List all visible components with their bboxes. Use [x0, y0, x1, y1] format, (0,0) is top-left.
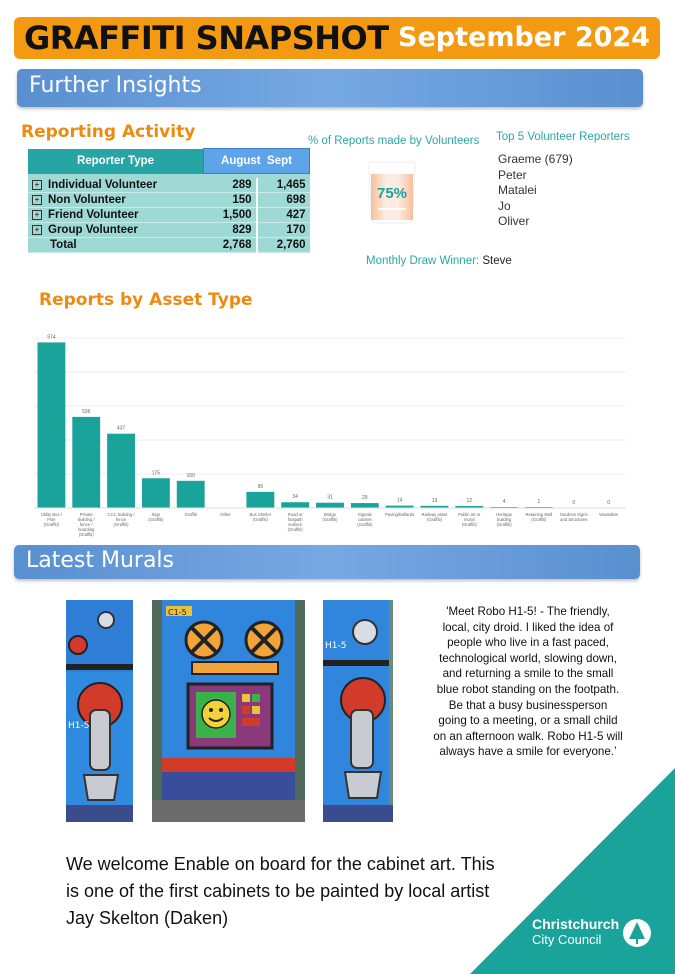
chart-tick-label: Utility Box / Pole (Graffiti) [40, 512, 62, 527]
chart-data-label: 0 [607, 500, 610, 506]
chart-data-label: 29 [362, 495, 368, 502]
chart-tick-label: Sign (Graffiti) [148, 512, 164, 522]
row-sept: 698 [257, 193, 310, 208]
chart-bar [351, 503, 379, 508]
total-sept: 2,760 [257, 238, 310, 253]
chart-bar [177, 481, 205, 508]
table-total-row [28, 238, 310, 253]
chart-data-label: 31 [327, 494, 333, 501]
expand-icon[interactable]: + [32, 225, 42, 235]
total-label: Total [50, 239, 77, 251]
col-august: August [221, 155, 261, 167]
chart-bar [37, 342, 65, 508]
reporting-activity-heading: Reporting Activity [21, 122, 196, 142]
row-sept: 427 [257, 208, 310, 223]
council-logo-icon [621, 917, 653, 949]
chart-title: Reports by Asset Type [39, 290, 253, 310]
row-aug: 289 [204, 178, 257, 193]
council-line2: City Council [532, 932, 602, 947]
expand-icon[interactable]: + [32, 195, 42, 205]
council-line1: Christchurch [532, 916, 620, 932]
section-latest-murals-title: Latest Murals [26, 548, 175, 573]
section-further-insights [17, 69, 643, 107]
chart-tick-label: Graffiti [184, 512, 197, 517]
chart-tick-label: Retaining Wall (Graffiti) [525, 512, 553, 522]
chart-data-label: 437 [116, 425, 126, 432]
chart-data-label: 14 [396, 497, 403, 504]
table-row [28, 178, 310, 193]
col-months [204, 149, 310, 174]
list-item: Graeme (679) [498, 152, 573, 166]
chart-bar [246, 492, 274, 508]
volunteer-pct-value: 75% [376, 185, 408, 202]
row-label: Individual Volunteer [48, 179, 158, 191]
row-aug: 829 [204, 223, 257, 238]
chart-tick-label: Gardens Signs and Structures [559, 512, 588, 522]
chart-data-label: 1 [537, 499, 541, 505]
top5-title: Top 5 Volunteer Reporters [496, 131, 630, 143]
chart-data-label: 34 [292, 494, 298, 501]
chart-data-label: 974 [47, 334, 56, 341]
list-item: Jo [498, 198, 511, 213]
chart-tick-label: Signals cabinet (Graffiti) [357, 512, 373, 527]
mural-photo-2 [152, 600, 305, 822]
section-latest-murals [14, 545, 640, 579]
council-logo-text [532, 917, 619, 947]
mural-side-label: H1-5 [68, 721, 90, 731]
chart-tick-label: Bus Shelter (Graffiti) [249, 512, 272, 522]
page-date: September 2024 [398, 22, 650, 53]
chart-tick-label: Road or footpath surface (Graffiti) [287, 512, 303, 532]
row-sept: 170 [257, 223, 310, 238]
col-sept: Sept [267, 155, 292, 167]
volunteer-pct-label: % of Reports made by Volunteers [308, 135, 480, 147]
chart-bar [316, 503, 344, 508]
col-reporter-type: Reporter Type [28, 149, 204, 174]
cabinet-number: C1-5 [168, 608, 187, 617]
volunteer-pct-gauge [366, 160, 418, 225]
row-aug: 1,500 [204, 208, 257, 223]
asset-type-chart [28, 328, 628, 543]
draw-label: Monthly Draw Winner: [366, 255, 480, 267]
page-title: GRAFFITI SNAPSHOT [24, 19, 389, 57]
mural-photo-3 [323, 600, 393, 822]
chart-data-label: 0 [572, 500, 576, 506]
expand-icon[interactable]: + [32, 210, 42, 220]
row-sept: 1,465 [257, 178, 310, 193]
table-row [28, 208, 310, 223]
draw-winner: Steve [482, 255, 512, 267]
chart-bar [142, 478, 170, 508]
chart-data-label: 4 [502, 499, 506, 505]
expand-icon[interactable]: + [32, 180, 42, 190]
chart-data-label: 95 [257, 483, 264, 490]
chart-tick-label: Bridge (Graffiti) [322, 512, 338, 522]
chart-data-label: 12 [466, 497, 473, 504]
chart-data-label: 13 [431, 497, 438, 504]
chart-bar [107, 434, 135, 508]
chart-tick-label: CCC building / fence (Graffiti) [107, 512, 135, 527]
chart-data-label: 175 [151, 470, 161, 477]
welcome-text: We welcome Enable on board for the cabinet art. This is one of the first cabinets to be painted by local artist Jay Skelton (Daken) [66, 854, 495, 928]
table-row [28, 193, 310, 208]
mural-photo-1 [66, 600, 133, 822]
chart-tick-label: Railway asset (Graffiti) [421, 512, 448, 522]
mural-quote: 'Meet Robo H1-5! - The friendly, local, city droid. I liked the idea of people who live in a fast paced, technological world, slowing down, and returning a smile to the small blue robot standing on the footpath. Be that a busy businessperson going to a meeting, or a small child on an afternoon walk. Robo H1-5 will always have a smile for everyone.’ [433, 605, 623, 759]
list-item: Matalei [498, 183, 537, 197]
mural-side-label: H1-5 [325, 641, 347, 651]
list-item: Oliver [498, 214, 530, 228]
row-label: Group Volunteer [48, 224, 138, 236]
row-label: Friend Volunteer [48, 209, 139, 221]
section-further-insights-title: Further Insights [29, 73, 202, 98]
chart-tick-label: Other [220, 512, 231, 517]
reporting-table [28, 148, 310, 253]
table-row [28, 223, 310, 238]
chart-data-label: 536 [82, 408, 91, 415]
chart-tick-label: Private building / fence / hoarding (Graffiti) [77, 512, 95, 537]
chart-data-label: 160 [186, 472, 195, 479]
header-banner [14, 17, 660, 59]
chart-tick-label: Vandalism [598, 512, 619, 517]
chart-tick-label: Paving/Bollards [385, 512, 415, 517]
row-aug: 150 [204, 193, 257, 208]
chart-tick-label: Heritage building (Graffiti) [496, 512, 513, 527]
chart-bar [281, 502, 309, 508]
monthly-draw [366, 255, 512, 267]
list-item: Peter [498, 167, 527, 182]
chart-bar [72, 417, 100, 508]
total-aug: 2,768 [204, 238, 257, 253]
row-label: Non Volunteer [48, 194, 126, 206]
chart-tick-label: Public art or mural (Graffiti) [458, 512, 481, 527]
top5-list [498, 152, 573, 230]
